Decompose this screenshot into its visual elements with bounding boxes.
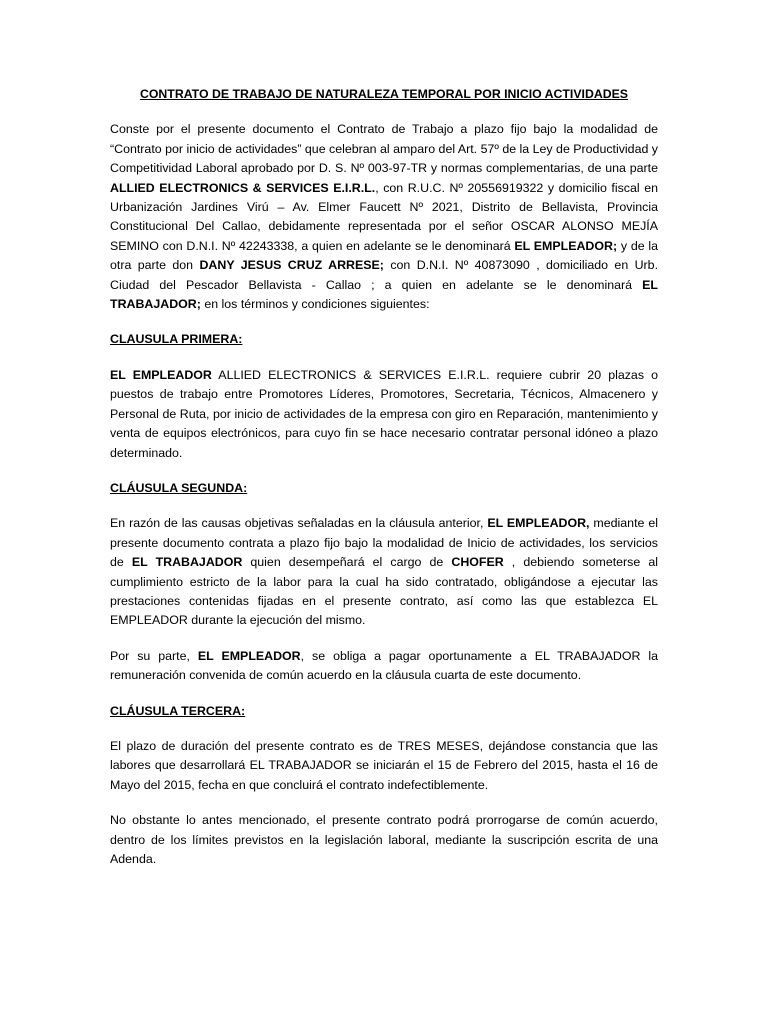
intro-text-3: y de la otra parte don [110, 238, 659, 273]
intro-text-1: Conste por el presente documento el Contrato de Trabajo a plazo fijo bajo la modalidad de “Contrato por inicio de actividades” que celebran al amparo del Art. 57º de la Ley de Productividad y Competitividad Laboral aprobado por D. S. Nº 003-97-TR y normas complementarias, de una parte [110, 122, 658, 176]
worker-term: EL TRABAJADOR; [110, 277, 658, 312]
intro-text-4: con D.N.I. Nº 40873090 , domiciliado en Urb. Ciudad del Pescador Bellavista - Callao ; a quien en adelante se le denominará [110, 258, 659, 292]
clause-1-employer: EL EMPLEADOR [110, 367, 212, 382]
clause-2-paragraph-2 [110, 647, 658, 686]
clause-2-p2-text-2: , se obliga a pagar oportunamente a EL TRABAJADOR la remuneración convenida de común acuerdo en la cláusula cuarta de este documento. [110, 648, 659, 683]
employer-term: EL EMPLEADOR; [514, 238, 618, 253]
clause-1-heading: CLAUSULA PRIMERA: [110, 332, 243, 347]
clause-2-p2-employer: EL EMPLEADOR [197, 648, 301, 663]
clause-3-paragraph-1: El plazo de duración del presente contrato es de TRES MESES, dejándose constancia que las labores que desarrollará EL TRABAJADOR se iniciarán el 15 de Febrero del 2015, hasta el 16 de Mayo del 2015, fecha en que concluirá el contrato indefectiblemente. [110, 738, 658, 792]
clause-2-p1-text-3: quien desempeñará el cargo de [242, 555, 452, 570]
intro-text-5: en los términos y condiciones siguientes: [200, 297, 430, 312]
clause-2-heading: CLÁUSULA SEGUNDA: [110, 480, 248, 495]
worker-name: DANY JESUS CRUZ ARRESE; [199, 258, 384, 273]
clause-3-heading: CLÁUSULA TERCERA: [110, 703, 246, 718]
clause-2-p1-employer: EL EMPLEADOR, [487, 516, 590, 531]
clause-1-paragraph [110, 366, 658, 463]
intro-paragraph [110, 120, 658, 314]
clause-3-paragraph-2: No obstante lo antes mencionado, el presente contrato podrá prorrogarse de común acuerdo, dentro de los límites previstos en la legislación laboral, mediante la suscripción escrita de una Adenda. [110, 813, 658, 866]
clause-1-text: ALLIED ELECTRONICS & SERVICES E.I.R.L. requiere cubrir 20 plazas o puestos de trabajo entre Promotores Líderes, Promotores, Secretaria, Técnicos, Almacenero y Personal de Ruta, por inicio de actividades de la empresa con giro en Reparación, mantenimiento y venta de equipos electrónicos, para cuyo fin se hace necesario contratar personal idóneo a plazo determinado. [110, 367, 659, 460]
clause-2-p1-text-1: En razón de las causas objetivas señaladas en la cláusula anterior, [110, 516, 488, 531]
clause-2-paragraph-1 [110, 514, 658, 630]
clause-2-p1-worker: EL TRABAJADOR [131, 555, 243, 570]
document-body [110, 85, 658, 885]
employer-company-name: ALLIED ELECTRONICS & SERVICES E.I.R.L. [110, 180, 376, 195]
clause-2-p1-text-2: mediante el presente documento contrata a plazo fijo bajo la modalidad de Inicio de actividades, los servicios de [110, 516, 658, 570]
intro-text-2: , con R.U.C. Nº 20556919322 y domicilio fiscal en Urbanización Jardines Virú – Av. Elmer Faucett Nº 2021, Distrito de Bellavista, Provincia Constitucional Del Callao, debidamente representada por el señor OSCAR ALONSO MEJÍA SEMINO con D.N.I. Nº 42243338, a quien en adelante se le denominará [110, 180, 658, 253]
document-title: CONTRATO DE TRABAJO DE NATURALEZA TEMPORAL POR INICIO ACTIVIDADES [139, 87, 628, 101]
job-title: CHOFER [451, 555, 504, 570]
clause-2-p2-text-1: Por su parte, [110, 648, 198, 663]
clause-2-p1-text-4: , debiendo someterse al cumplimiento estricto de la labor para la cual ha sido contratado, obligándose a ejecutar las prestaciones contenidas fijadas en el presente contrato, así como las que establezca EL EMPLEADOR durante la ejecución del mismo. [110, 555, 658, 628]
